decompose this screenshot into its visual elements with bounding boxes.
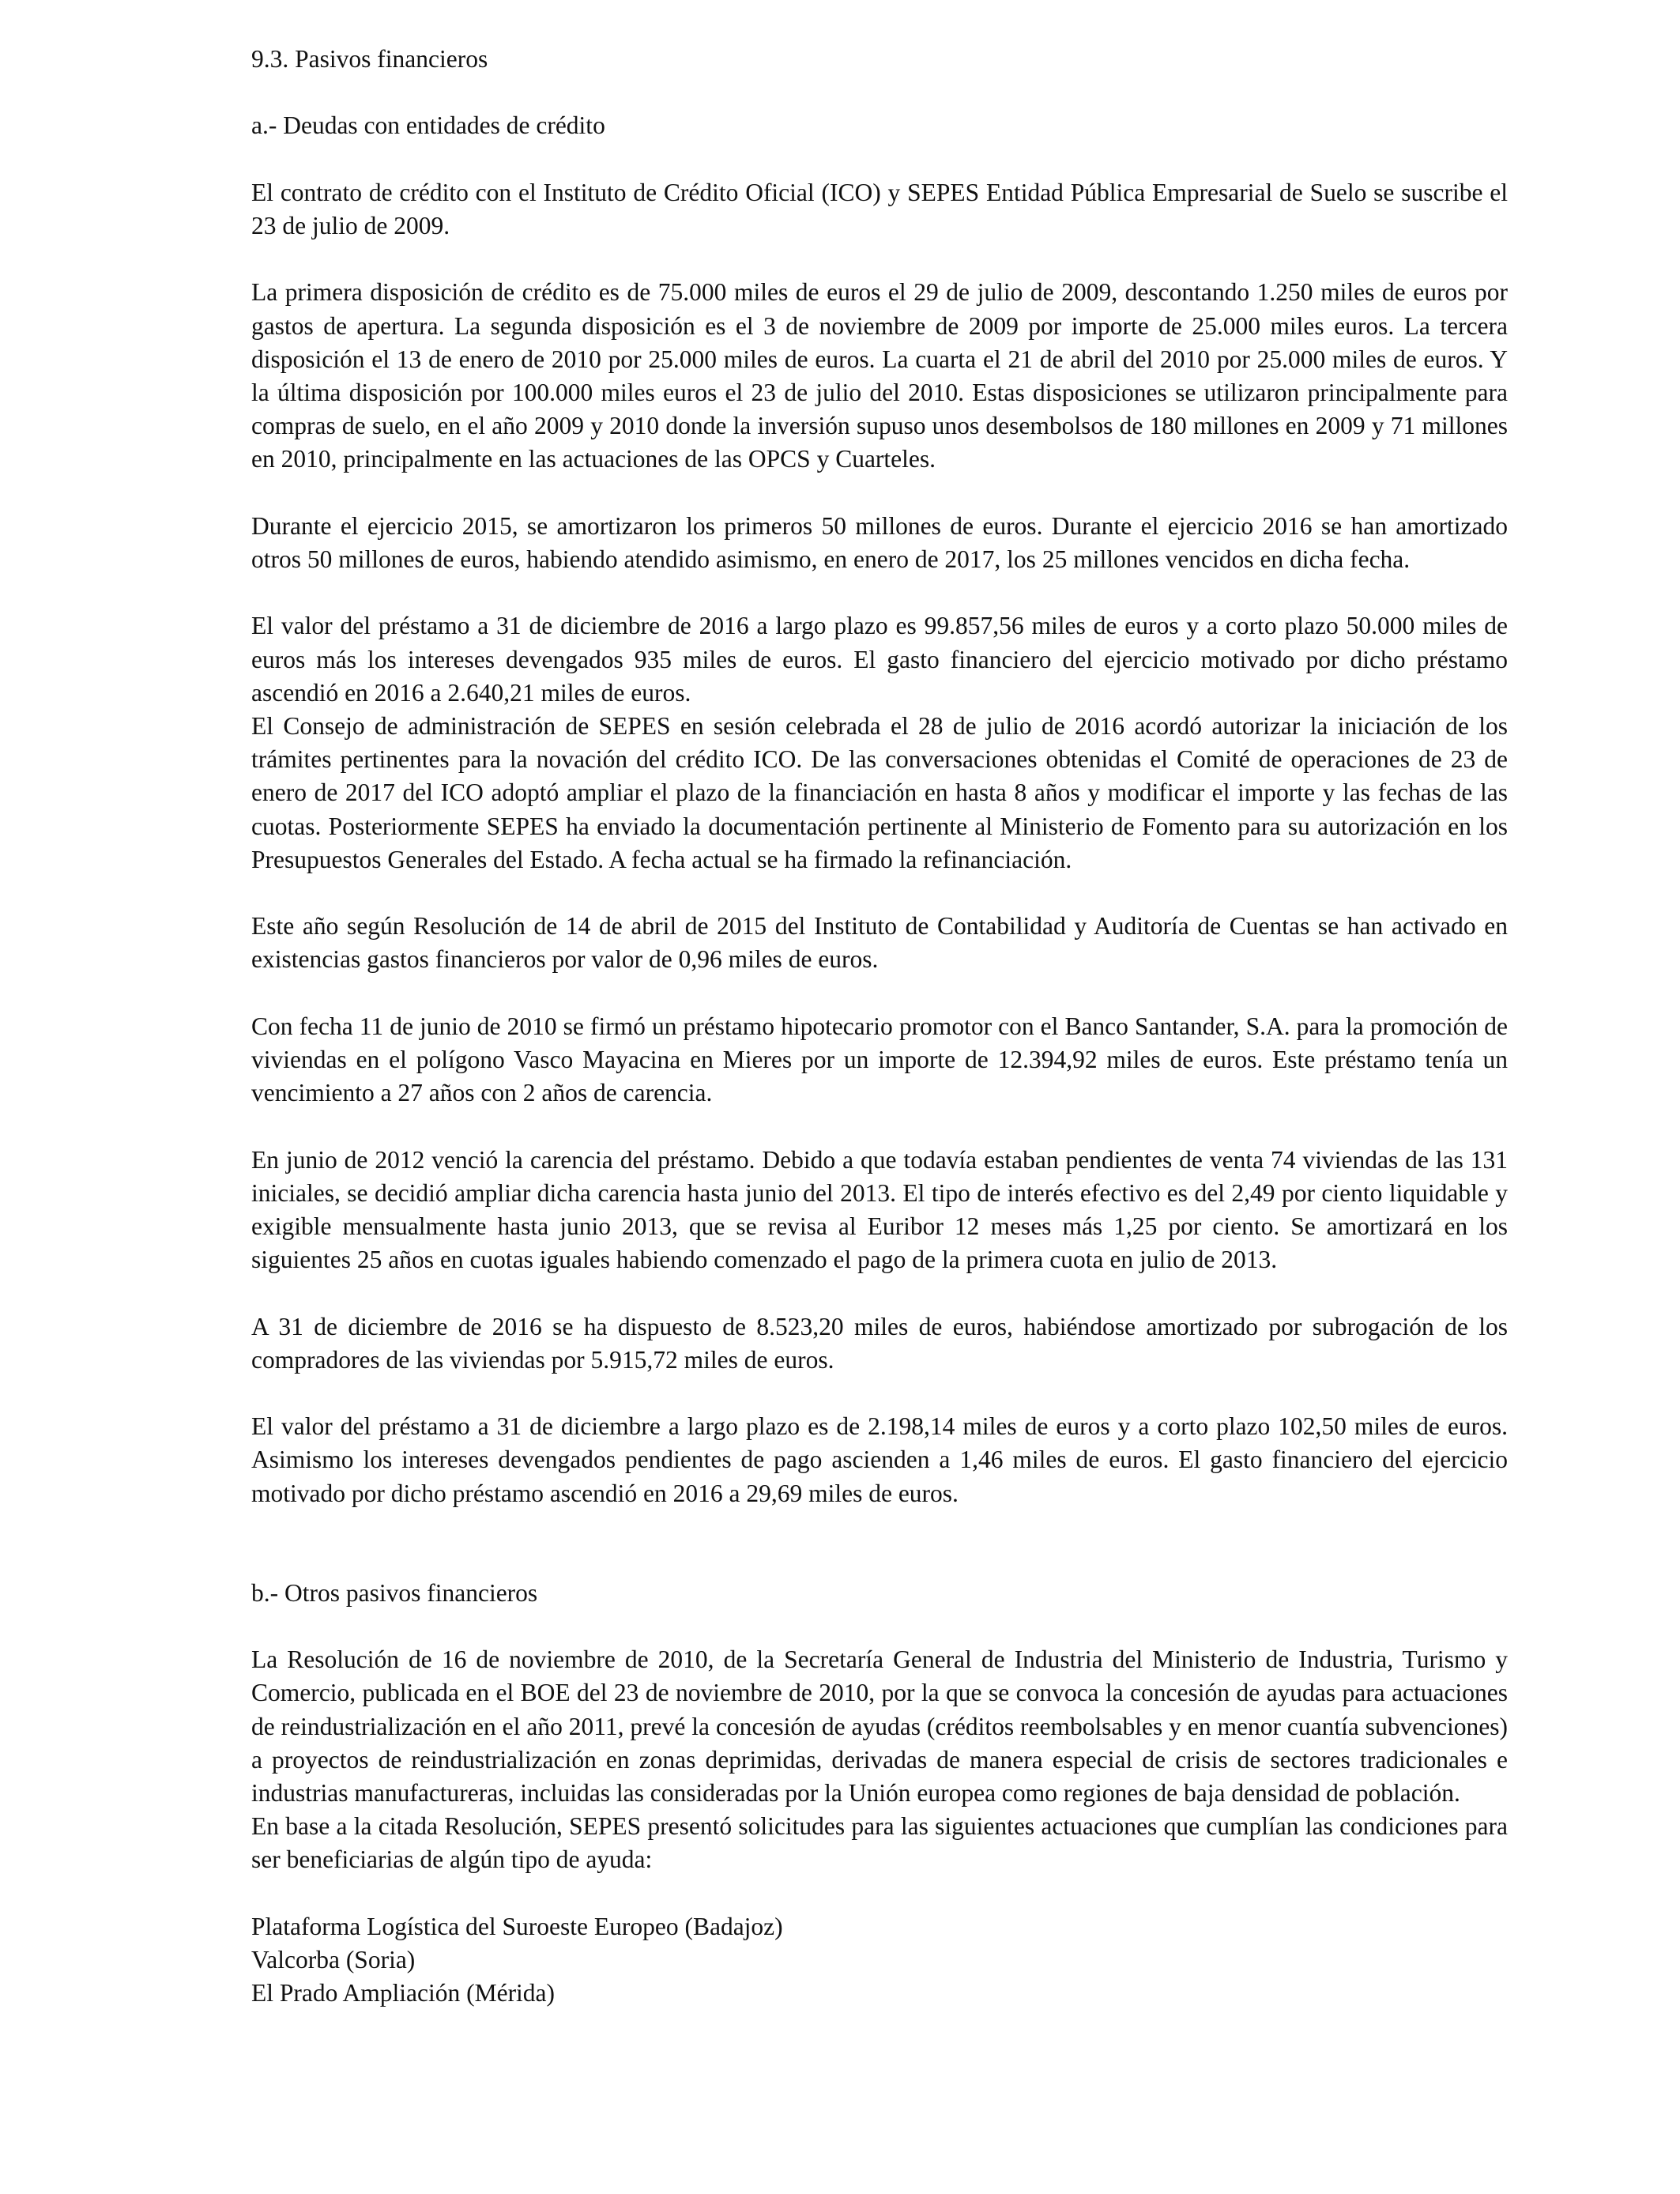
- paragraph-disposed-amount: A 31 de diciembre de 2016 se ha dispuesto de 8.523,20 miles de euros, habiéndose amortizado por subrogación de los compradores de las viviendas por 5.915,72 miles de euros.: [251, 1312, 1508, 1374]
- list-item: Valcorba (Soria): [251, 1945, 416, 1973]
- paragraph-santander-loan: Con fecha 11 de junio de 2010 se firmó un préstamo hipotecario promotor con el Banco Santander, S.A. para la promoción de viviendas en el polígono Vasco Mayacina en Mieres por un importe de 12.394,92 miles de euros. Este préstamo tenía un vencimiento a 27 años con 2 años de carencia.: [251, 1012, 1508, 1107]
- subsection-a-title: a.- Deudas con entidades de crédito: [251, 111, 605, 140]
- paragraph-resolution: La Resolución de 16 de noviembre de 2010, de la Secretaría General de Industria del Ministerio de Industria, Turismo y Comercio, publicada en el BOE del 23 de noviembre de 2010, por la que se convoca la concesión de ayudas para actuaciones de reindustrialización en el año 2011, prevé la concesión de ayudas (créditos reembolsables y en menor cuantía subvenciones) a proyectos de reindustrialización en zonas deprimidas, derivadas de manera especial de crisis de sectores tradicionales e industrias manufactureras, incluidas las consideradas por la Unión europea como regiones de baja densidad de población.: [251, 1646, 1508, 1807]
- paragraph-loan-value: El valor del préstamo a 31 de diciembre de 2016 a largo plazo es 99.857,56 miles de euros y a corto plazo 50.000 miles de euros más los intereses devengados 935 miles de euros. El gasto financiero del ejercicio motivado por dicho préstamo ascendió en 2016 a 2.640,21 miles de euros.: [251, 612, 1508, 707]
- paragraph-board-novation: El Consejo de administración de SEPES en sesión celebrada el 28 de julio de 2016 acordó autorizar la iniciación de los trámites pertinentes para la novación del crédito ICO. De las conversaciones obtenidas el Comité de operaciones de 23 de enero de 2017 del ICO adoptó ampliar el plazo de la financiación en hasta 8 años y modificar el importe y las fechas de las cuotas. Posteriormente SEPES ha enviado la documentación pertinente al Ministerio de Fomento para su autorización en los Presupuestos Generales del Estado. A fecha actual se ha firmado la refinanciación.: [251, 711, 1508, 873]
- list-item: El Prado Ampliación (Mérida): [251, 1979, 556, 2007]
- paragraph-santander-value: El valor del préstamo a 31 de diciembre a largo plazo es de 2.198,14 miles de euros y a corto plazo 102,50 miles de euros. Asimismo los intereses devengados pendientes de pago ascienden a 1,46 miles de euros. El gasto financiero del ejercicio motivado por dicho préstamo ascendió en 2016 a 29,69 miles de euros.: [251, 1412, 1508, 1507]
- paragraph-amortization: Durante el ejercicio 2015, se amortizaron los primeros 50 millones de euros. Durante el ejercicio 2016 se han amortizado otros 50 millones de euros, habiendo atendido asimismo, en enero de 2017, los 25 millones vencidos en dicha fecha.: [251, 511, 1508, 573]
- paragraph-dispositions: La primera disposición de crédito es de 75.000 miles de euros el 29 de julio de 2009, descontando 1.250 miles de euros por gastos de apertura. La segunda disposición es el 3 de noviembre de 2009 por importe de 25.000 miles euros. La tercera disposición el 13 de enero de 2010 por 25.000 miles de euros. La cuarta el 21 de abril del 2010 por 25.000 miles de euros. Y la última disposición por 100.000 miles euros el 23 de julio del 2010. Estas disposiciones se utilizaron principalmente para compras de suelo, en el año 2009 y 2010 donde la inversión supuso unos desembolsos de 180 millones en 2009 y 71 millones en 2010, principalmente en las actuaciones de las OPCS y Cuarteles.: [251, 278, 1508, 473]
- paragraph-capitalized-expenses: Este año según Resolución de 14 de abril de 2015 del Instituto de Contabilidad y Auditoría de Cuentas se han activado en existencias gastos financieros por valor de 0,96 miles de euros.: [251, 912, 1508, 974]
- list-item: Plataforma Logística del Suroeste Europeo (Badajoz): [251, 1912, 783, 1940]
- paragraph-grace-period: En junio de 2012 venció la carencia del préstamo. Debido a que todavía estaban pendientes de venta 74 viviendas de las 131 iniciales, se decidió ampliar dicha carencia hasta junio del 2013. El tipo de interés efectivo es del 2,49 por ciento liquidable y exigible mensualmente hasta junio 2013, que se revisa al Euribor 12 meses más 1,25 por ciento. Se amortizará en los siguientes 25 años en cuotas iguales habiendo comenzado el pago de la primera cuota en julio de 2013.: [251, 1145, 1508, 1274]
- subsection-b-title: b.- Otros pasivos financieros: [251, 1578, 538, 1607]
- section-title: 9.3. Pasivos financieros: [251, 45, 488, 73]
- paragraph-ico-contract: El contrato de crédito con el Instituto de Crédito Oficial (ICO) y SEPES Entidad Pública Empresarial de Suelo se suscribe el 23 de julio de 2009.: [251, 178, 1508, 239]
- document-page: [251, 43, 1508, 2010]
- actuaciones-list: [251, 1910, 1508, 2011]
- paragraph-applications: En base a la citada Resolución, SEPES presentó solicitudes para las siguientes actuaciones que cumplían las condiciones para ser beneficiarias de algún tipo de ayuda:: [251, 1812, 1508, 1874]
